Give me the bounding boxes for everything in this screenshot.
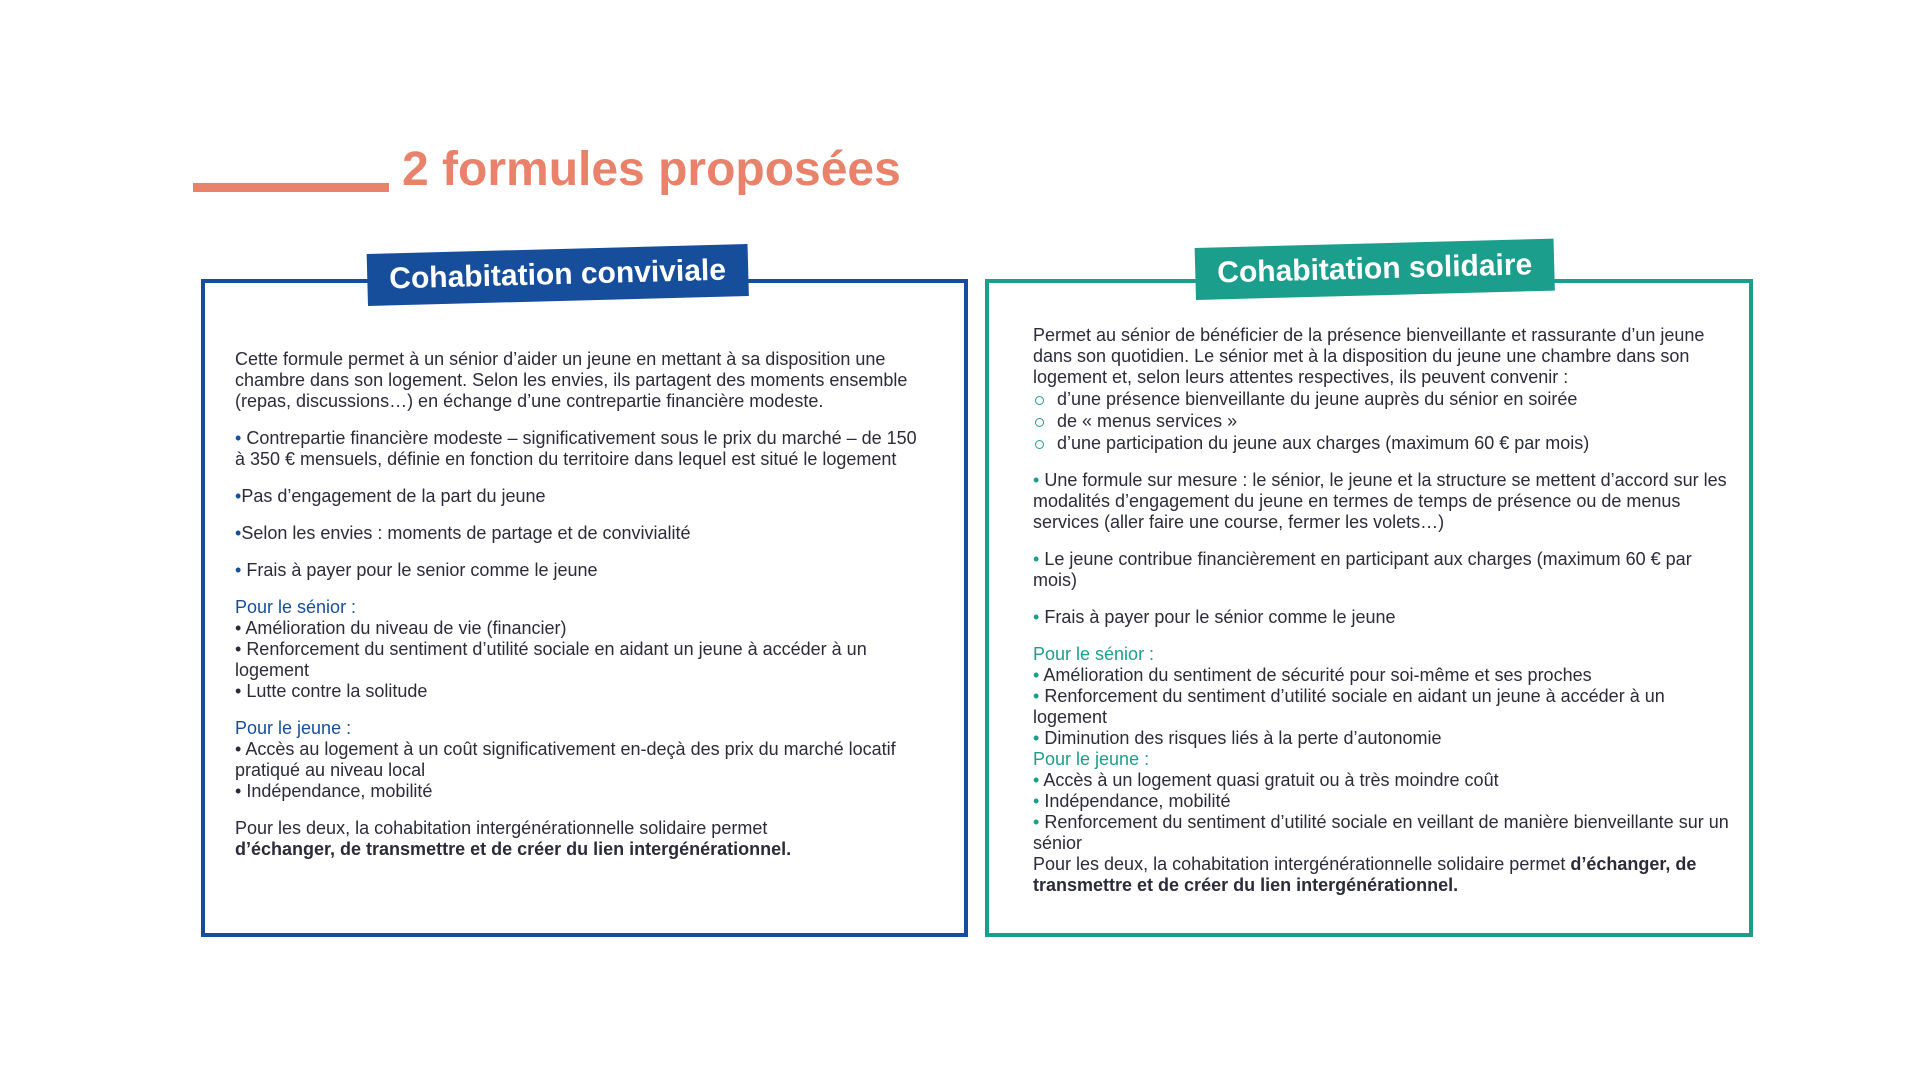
page-title: 2 formules proposées (402, 143, 901, 196)
bullet-text: Indépendance, mobilité (246, 781, 433, 801)
list-item: • Amélioration du sentiment de sécurité pour soi-même et ses proches (1033, 665, 1592, 685)
list-item: • Renforcement du sentiment d’utilité sociale en aidant un jeune à accéder à un logement (1033, 686, 1665, 727)
list-item: • Lutte contre la solitude (235, 681, 428, 701)
closing-normal: Pour les deux, la cohabitation intergénérationnelle solidaire permet (1033, 854, 1566, 874)
intro-text: Cette formule permet à un sénior d’aider un jeune en mettant à sa disposition une chambre dans son logement. Selon les envies, ils partagent des moments ensemble (repas, discussions…) en échange d’une contrepartie financière modeste. (235, 349, 908, 411)
list-item: • Renforcement du sentiment d’utilité sociale en aidant un jeune à accéder à un logement (235, 639, 867, 680)
list-item: • Contrepartie financière modeste – significativement sous le prix du marché – de 150 à 350 € mensuels, définie en fonction du territoire dans lequel est situé le logement (235, 428, 917, 469)
jeune-heading: Pour le jeune : (1033, 749, 1150, 769)
bullet-text: Amélioration du sentiment de sécurité pour soi-même et ses proches (1043, 665, 1592, 685)
bullet-text: Indépendance, mobilité (1044, 791, 1231, 811)
jeune-heading: Pour le jeune : (235, 718, 352, 738)
list-item: • Accès au logement à un coût significativement en-deçà des prix du marché locatif pratiqué au niveau local (235, 739, 896, 780)
list-item: d’une participation du jeune aux charges (maximum 60 € par mois) (1033, 432, 1733, 454)
closing-normal: Pour les deux, la cohabitation intergénérationnelle solidaire permet (235, 818, 768, 838)
senior-heading: Pour le sénior : (1033, 644, 1155, 664)
list-item: • Frais à payer pour le sénior comme le jeune (1033, 607, 1396, 627)
card-content-conviviale (235, 349, 925, 860)
bullet-text: Une formule sur mesure : le sénior, le jeune et la structure se mettent d’accord sur les modalités d’engagement du jeune en termes de temps de présence ou de menus services (aller faire une course, fermer les volets…) (1033, 470, 1727, 532)
list-item: d’une présence bienveillante du jeune auprès du sénior en soirée (1033, 388, 1733, 410)
list-item: • Accès à un logement quasi gratuit ou à très moindre coût (1033, 770, 1499, 790)
intro-text: Permet au sénior de bénéficier de la présence bienveillante et rassurante d’un jeune dans son quotidien. Le sénior met à la disposition du jeune une chambre dans son logement et, selon leurs attentes respectives, ils peuvent convenir : (1033, 325, 1705, 387)
list-item: • Renforcement du sentiment d’utilité sociale en veillant de manière bienveillante sur un sénior (1033, 812, 1729, 853)
list-item: •Selon les envies : moments de partage et de convivialité (235, 523, 691, 543)
list-item: • Une formule sur mesure : le sénior, le jeune et la structure se mettent d’accord sur les modalités d’engagement du jeune en termes de temps de présence ou de menus services (aller faire une course, fermer les volets…) (1033, 470, 1727, 532)
card-title-solidaire: Cohabitation solidaire (1195, 239, 1555, 300)
bullet-text: Frais à payer pour le senior comme le jeune (246, 560, 598, 580)
senior-heading: Pour le sénior : (235, 597, 357, 617)
list-item: • Le jeune contribue financièrement en participant aux charges (maximum 60 € par mois) (1033, 549, 1692, 590)
bullet-text: Renforcement du sentiment d’utilité sociale en aidant un jeune à accéder à un logement (235, 639, 867, 680)
closing-text (1033, 854, 1733, 896)
card-content-solidaire (1033, 325, 1733, 896)
list-item: • Diminution des risques liés à la perte d’autonomie (1033, 728, 1442, 748)
bullet-text: Pas d’engagement de la part du jeune (241, 486, 546, 506)
list-item: • Indépendance, mobilité (1033, 791, 1231, 811)
bullet-text: Contrepartie financière modeste – significativement sous le prix du marché – de 150 à 350 € mensuels, définie en fonction du territoire dans lequel est situé le logement (235, 428, 917, 469)
card-title-conviviale: Cohabitation conviviale (367, 244, 749, 306)
bullet-text: Accès à un logement quasi gratuit ou à très moindre coût (1043, 770, 1499, 790)
title-accent-bar (193, 183, 389, 192)
bullet-text: Lutte contre la solitude (246, 681, 428, 701)
list-item: • Amélioration du niveau de vie (financier) (235, 618, 567, 638)
list-item: de « menus services » (1033, 410, 1733, 432)
bullet-text: Le jeune contribue financièrement en participant aux charges (maximum 60 € par mois) (1033, 549, 1692, 590)
options-list (1033, 388, 1733, 454)
list-item: • Indépendance, mobilité (235, 781, 433, 801)
bullet-text: Accès au logement à un coût significativement en-deçà des prix du marché locatif pratiqué au niveau local (235, 739, 896, 780)
bullet-text: Selon les envies : moments de partage et de convivialité (241, 523, 691, 543)
closing-bold: d’échanger, de transmettre et de créer du lien intergénérationnel. (1033, 854, 1697, 895)
closing-text (235, 818, 925, 860)
bullet-text: Amélioration du niveau de vie (financier) (245, 618, 567, 638)
list-item: • Frais à payer pour le senior comme le jeune (235, 560, 598, 580)
list-item: •Pas d’engagement de la part du jeune (235, 486, 546, 506)
bullet-text: Renforcement du sentiment d’utilité sociale en aidant un jeune à accéder à un logement (1033, 686, 1665, 727)
bullet-text: Frais à payer pour le sénior comme le jeune (1044, 607, 1396, 627)
bullet-text: Diminution des risques liés à la perte d’autonomie (1044, 728, 1442, 748)
bullet-text: Renforcement du sentiment d’utilité sociale en veillant de manière bienveillante sur un sénior (1033, 812, 1729, 853)
closing-bold: d’échanger, de transmettre et de créer du lien intergénérationnel. (235, 839, 792, 859)
